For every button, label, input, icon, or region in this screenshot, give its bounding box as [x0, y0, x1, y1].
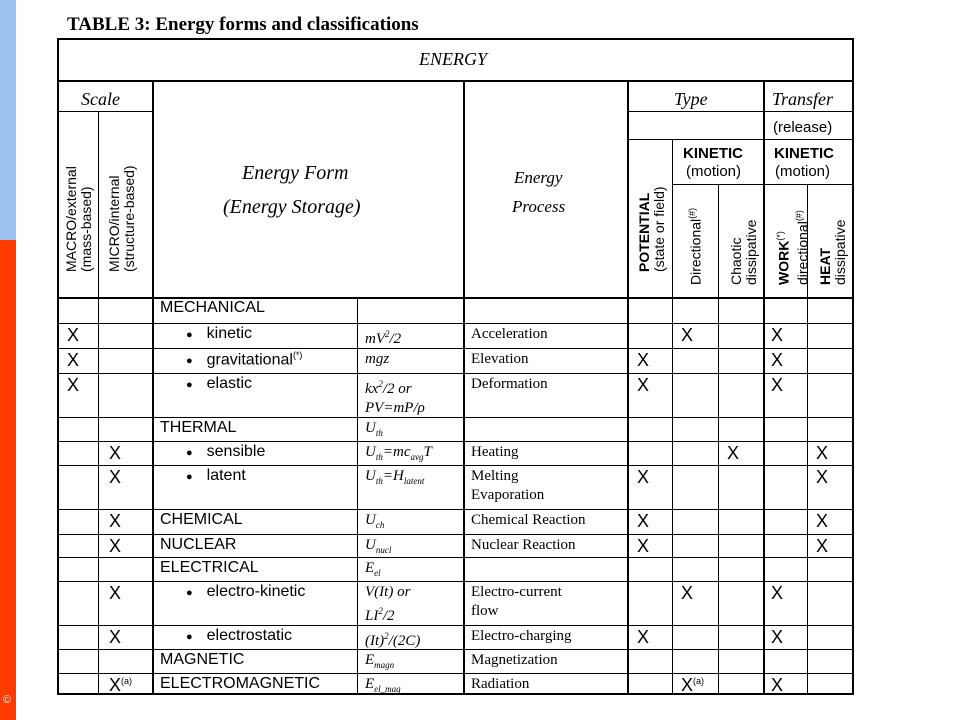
formula-6: $U_{th}=H_{latent}$: [365, 468, 425, 486]
row-label-4: THERMAL: [160, 419, 237, 436]
potential-header: POTENTIAL (state or field): [636, 186, 667, 272]
micro-mark-5: X: [109, 443, 122, 463]
formula-5: $U_{th}=mc_{avg}T$: [365, 444, 432, 462]
potential-mark-2: X: [637, 350, 650, 370]
row-label-3: ● elastic: [186, 375, 253, 392]
micro-mark-11: X: [109, 627, 122, 647]
process-11: Electro-charging: [471, 628, 572, 644]
formula-12: $E_{magn}$: [365, 652, 395, 670]
potential-mark-8: X: [637, 536, 650, 556]
process-12: Magnetization: [471, 652, 558, 668]
energy-classification-table: [57, 38, 854, 695]
heat-mark-6: X: [816, 467, 829, 487]
row-label-12: MAGNETIC: [160, 651, 245, 668]
heat-mark-7: X: [816, 511, 829, 531]
micro-mark-8: X: [109, 536, 122, 556]
work-mark-13: X: [771, 675, 784, 695]
process-3: Deformation: [471, 376, 548, 392]
formula-8: $U_{nucl}$: [365, 537, 392, 555]
formula-7: $U_{ch}$: [365, 512, 385, 530]
micro-header: MICRO/internal (structure-based): [106, 165, 137, 272]
heat-header: HEAT dissipative: [817, 219, 848, 285]
row-label-6: ● latent: [186, 467, 246, 484]
process-5: Heating: [471, 444, 519, 460]
formula-9: $E_{el}$: [365, 560, 381, 578]
potential-mark-3: X: [637, 375, 650, 395]
copyright-mark: ©: [3, 694, 12, 706]
heat-mark-8: X: [816, 536, 829, 556]
potential-mark-6: X: [637, 467, 650, 487]
work-mark-10: X: [771, 583, 784, 603]
energy-header: ENERGY: [419, 49, 488, 69]
macro-mark-2: X: [67, 350, 80, 370]
directional-mark-1: X: [681, 325, 694, 345]
directional-mark-10: X: [681, 583, 694, 603]
row-label-13: ELECTROMAGNETIC: [160, 675, 321, 692]
formula-1: $mV^2/2$: [365, 329, 402, 347]
row-label-11: ● electrostatic: [186, 627, 293, 644]
process-13: Radiation: [471, 676, 530, 692]
process-1: Acceleration: [471, 326, 548, 342]
kinetic-type-header: KINETIC: [683, 145, 743, 162]
row-label-7: CHEMICAL: [160, 511, 243, 528]
type-header: Type: [674, 89, 708, 109]
scale-header: Scale: [81, 89, 120, 109]
transfer-header: Transfer: [772, 89, 834, 109]
energy-storage-header: (Energy Storage): [223, 196, 361, 218]
process-2: Elevation: [471, 351, 529, 367]
slide-accent-strip-bottom: [0, 240, 16, 720]
formula-3: $kx^2/2$ or PV=mP/ρ: [365, 379, 425, 416]
process-8: Nuclear Reaction: [471, 537, 576, 553]
row-label-2: ● gravitational(*): [186, 350, 303, 369]
chaotic-header: Chaotic dissipative: [728, 219, 759, 285]
work-mark-11: X: [771, 627, 784, 647]
kinetic-transfer-header: KINETIC: [774, 145, 834, 162]
directional-mark-13: $X^{(a)}$: [681, 675, 705, 695]
energy-process-header-2: Process: [512, 197, 566, 216]
directional-header: Directional(#): [687, 207, 704, 285]
work-header: WORK(*) directional(#): [775, 210, 811, 285]
motion-type-label: (motion): [686, 163, 742, 180]
energy-process-header-1: Energy: [514, 168, 563, 187]
row-label-1: ● kinetic: [186, 325, 253, 342]
macro-mark-3: X: [67, 375, 80, 395]
row-label-10: ● electro-kinetic: [186, 583, 306, 600]
row-label-5: ● sensible: [186, 443, 266, 460]
work-mark-1: X: [771, 325, 784, 345]
micro-mark-10: X: [109, 583, 122, 603]
energy-form-header: Energy Form: [242, 162, 349, 184]
process-10: Electro-current flow: [471, 584, 562, 619]
formula-4: $U_{th}$: [365, 420, 383, 438]
process-6: Melting Evaporation: [471, 468, 545, 503]
potential-mark-7: X: [637, 511, 650, 531]
micro-mark-6: X: [109, 467, 122, 487]
formula-11: $(It)^2/(2C)$: [365, 631, 421, 649]
row-label-9: ELECTRICAL: [160, 559, 259, 576]
chaotic-mark-5: X: [727, 443, 740, 463]
formula-13: $E_{el\_mag}$: [365, 676, 401, 694]
row-label-0: MECHANICAL: [160, 299, 265, 316]
formula-10: V(It) or $LI^2/2$: [365, 584, 411, 624]
motion-transfer-label: (motion): [775, 163, 831, 180]
row-label-8: NUCLEAR: [160, 536, 237, 553]
work-mark-2: X: [771, 350, 784, 370]
formula-2: mgz: [365, 351, 390, 367]
slide-accent-strip-top: [0, 0, 16, 240]
macro-header: MACRO/external (mass-based): [63, 166, 94, 272]
release-label: (release): [773, 119, 833, 136]
micro-mark-13: $X^{(a)}$: [109, 675, 133, 695]
table-title: TABLE 3: Energy forms and classifications: [67, 14, 419, 35]
potential-mark-11: X: [637, 627, 650, 647]
macro-mark-1: X: [67, 325, 80, 345]
micro-mark-7: X: [109, 511, 122, 531]
process-7: Chemical Reaction: [471, 512, 586, 528]
heat-mark-5: X: [816, 443, 829, 463]
work-mark-3: X: [771, 375, 784, 395]
